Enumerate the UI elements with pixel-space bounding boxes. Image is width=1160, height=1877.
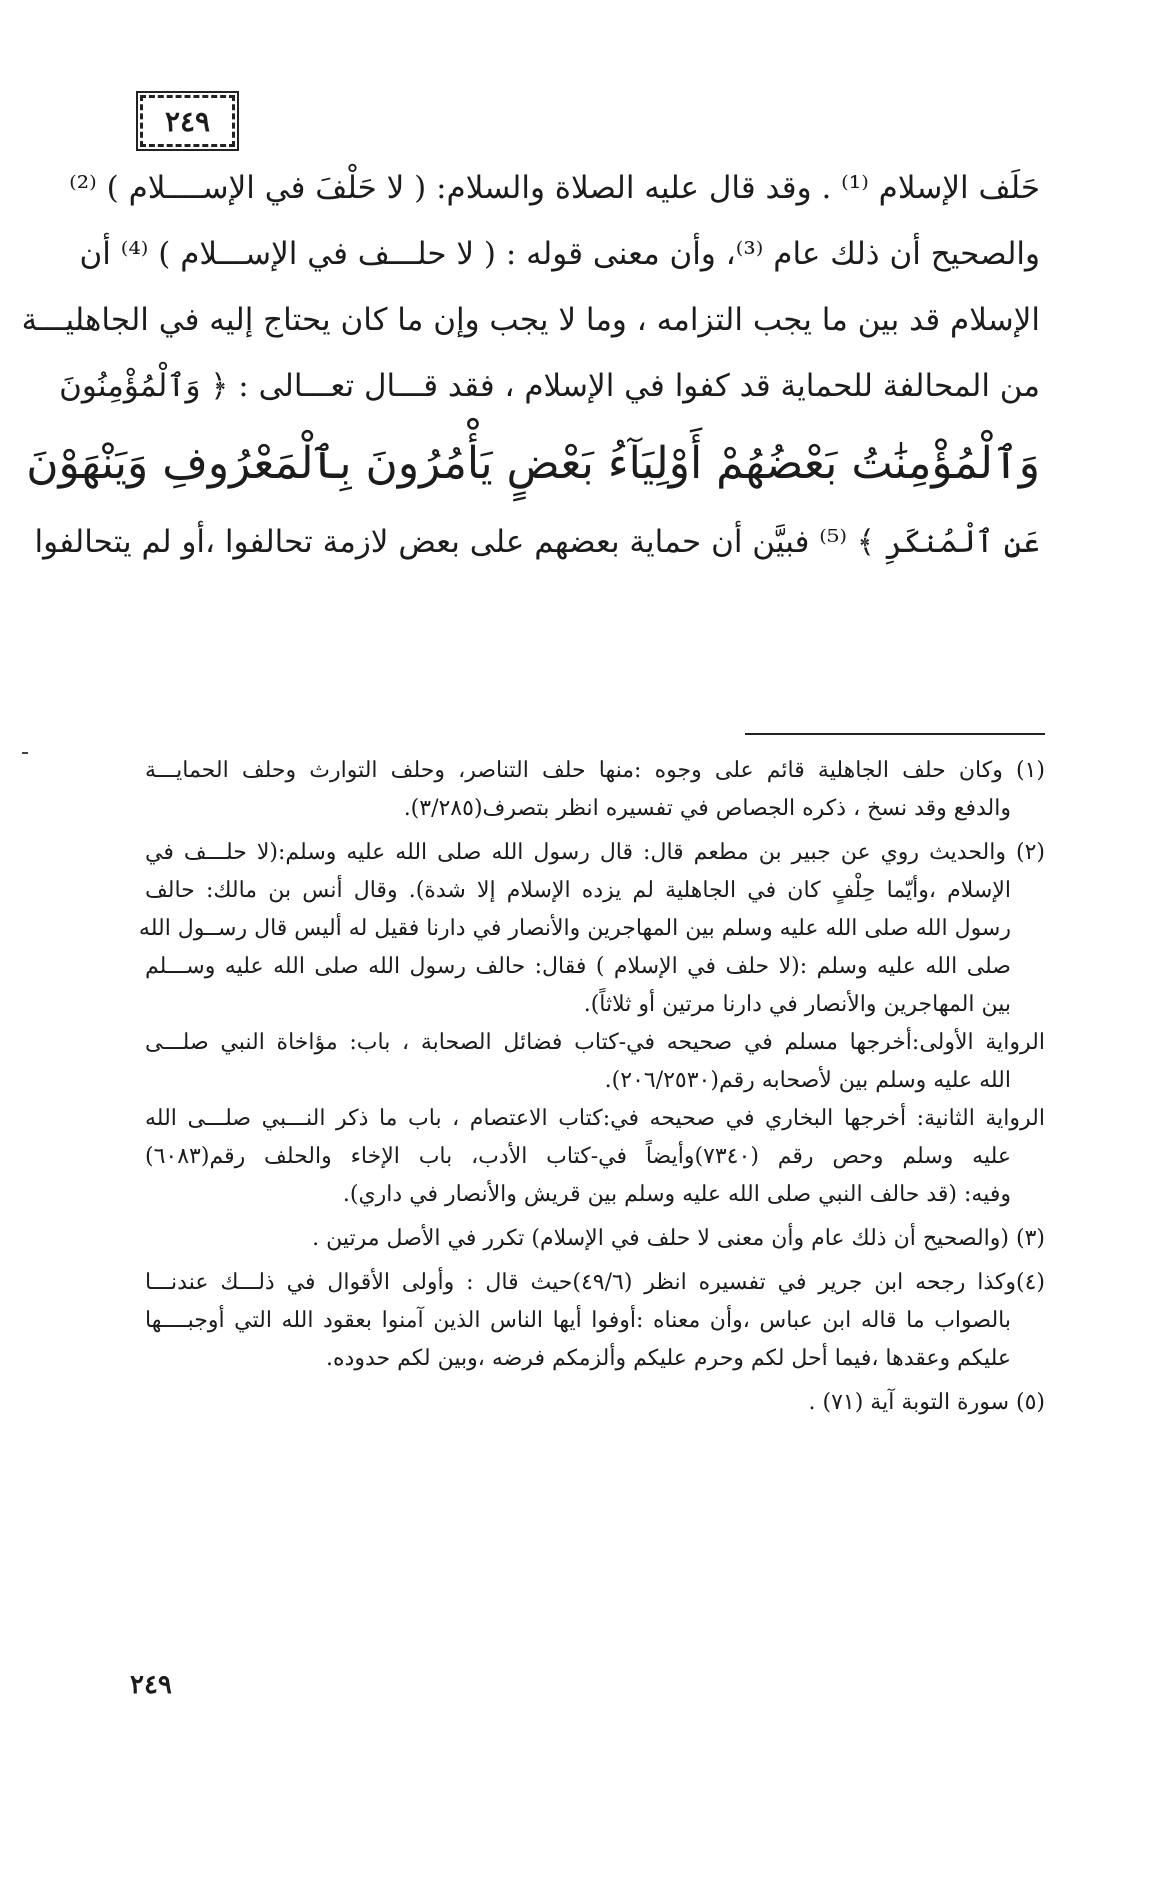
footnote-5 <box>145 1384 1045 1422</box>
footnote-line: (١) وكان حلف الجاهلية قائم على وجوه :منها حلف التناصر، وحلف التوارث وحلف الحمايـــة <box>145 758 1045 783</box>
footnote-line: الإسلام ،وأيّما حِلْفٍ كان في الجاهلية لم يزده الإسلام إلا شدة). وقال أنس بن مالك: حالف <box>145 878 1011 903</box>
footnote-line: بين المهاجرين والأنصار في دارنا مرتين أو ثلاثاً). <box>583 992 1011 1017</box>
footnote-line: (٥) سورة التوبة آية (٧١) . <box>808 1390 1045 1415</box>
footnote-line: بالصواب ما قاله ابن عباس ،وأن معناه :أوفوا أيها الناس الذين آمنوا بعقود الله التي أوجبــــها <box>145 1308 1011 1333</box>
body-line-2: والصحيح أن ذلك عام ⁽³⁾، وأن معنى قوله : ( لا حلـــف في الإســـلام ) ⁽⁴⁾ أن <box>79 236 1040 272</box>
footnote-line: الرواية الثانية: أخرجها البخاري في صحيحه في:كتاب الاعتصام ، باب ما ذكر النـــبي صلـــى الله <box>145 1106 1045 1131</box>
footnote-line: عليكم وعقدها ،فيما أحل لكم وحرم عليكم وألزمكم فرضه ،وبين لكم حدوده. <box>326 1346 1011 1371</box>
footnote-narration-2 <box>145 1100 1045 1214</box>
footnote-line: وفيه: (قد حالف النبي صلى الله عليه وسلم بين قريش والأنصار في داري). <box>342 1182 1011 1207</box>
footnote-line: عليه وسلم وحص رقم (٧٣٤٠)وأيضاً في-كتاب الأدب، باب الإخاء والحلف رقم(٦٠٨٣) <box>145 1144 1011 1169</box>
body-line-1: حَلَف الإسلام ⁽¹⁾ . وقد قال عليه الصلاة والسلام: ( لا حَلْفَ في الإســــلام ) ⁽²⁾ <box>69 170 1040 206</box>
body-line-4: من المحالفة للحماية قد كفوا في الإسلام ، فقد قـــال تعـــالى : ﴿ وَٱلْمُؤْمِنُونَ <box>59 368 1040 404</box>
footnote-line: (٤)وكذا رجحه ابن جرير في تفسيره انظر (٤٩/٦)حيث قال : وأولى الأقوال في ذلـــك عندنـــا <box>145 1270 1045 1295</box>
footnote-1 <box>145 752 1045 828</box>
footnote-line: الرواية الأولى:أخرجها مسلم في صحيحه في-كتاب فضائل الصحابة ، باب: مؤاخاة النبي صلـــى <box>145 1030 1045 1055</box>
page-number-bottom: ٢٤٩ <box>130 1670 172 1700</box>
footnote-2 <box>138 834 1045 1024</box>
footnote-line: (٣) (والصحيح أن ذلك عام وأن معنى لا حلف في الإسلام) تكرر في الأصل مرتين . <box>312 1226 1045 1251</box>
footnote-separator <box>745 733 1045 735</box>
body-line-3: الإسلام قد بين ما يجب التزامه ، وما لا يجب وإن ما كان يحتاج إليه في الجاهليـــة <box>21 302 1040 338</box>
main-text <box>21 155 1040 575</box>
footnote-4 <box>145 1264 1045 1378</box>
body-line-5-verse: وَٱلْمُؤْمِنَٰتُ بَعْضُهُمْ أَوْلِيَآءُ بَعْضٍ يَأْمُرُونَ بِٱلْمَعْرُوفِ وَيَنْهَوْنَ <box>26 438 1040 489</box>
page-number-top: ٢٤٩ <box>164 104 211 138</box>
footnotes <box>138 752 1045 1422</box>
footnote-line: رسول الله صلى الله عليه وسلم بين المهاجرين والأنصار في دارنا فقيل له أليس قال رســول الله <box>138 916 1011 941</box>
page-number-badge <box>140 95 235 147</box>
footnote-line: صلى الله عليه وسلم :(لا حلف في الإسلام ) فقال: حالف رسول الله صلى الله عليه وســـلم <box>145 954 1011 979</box>
footnote-narration-1 <box>145 1024 1045 1100</box>
footnote-line: (٢) والحديث روي عن جبير بن مطعم قال: قال رسول الله صلى الله عليه وسلم:(لا حلـــف في <box>145 840 1045 865</box>
margin-mark <box>22 752 28 754</box>
footnote-line: الله عليه وسلم بين لأصحابه رقم(٢٠٦/٢٥٣٠). <box>604 1068 1011 1093</box>
footnote-line: والدفع وقد نسخ ، ذكره الجصاص في تفسيره انظر بتصرف(٣/٢٨٥). <box>403 796 1011 821</box>
footnote-3 <box>145 1220 1045 1258</box>
body-line-6: عَنِ ٱلْمُنكَرِ ﴾ ⁽⁵⁾ فبيَّن أن حماية بعضهم على بعض لازمة تحالفوا ،أو لم يتحالفوا <box>34 524 1040 560</box>
